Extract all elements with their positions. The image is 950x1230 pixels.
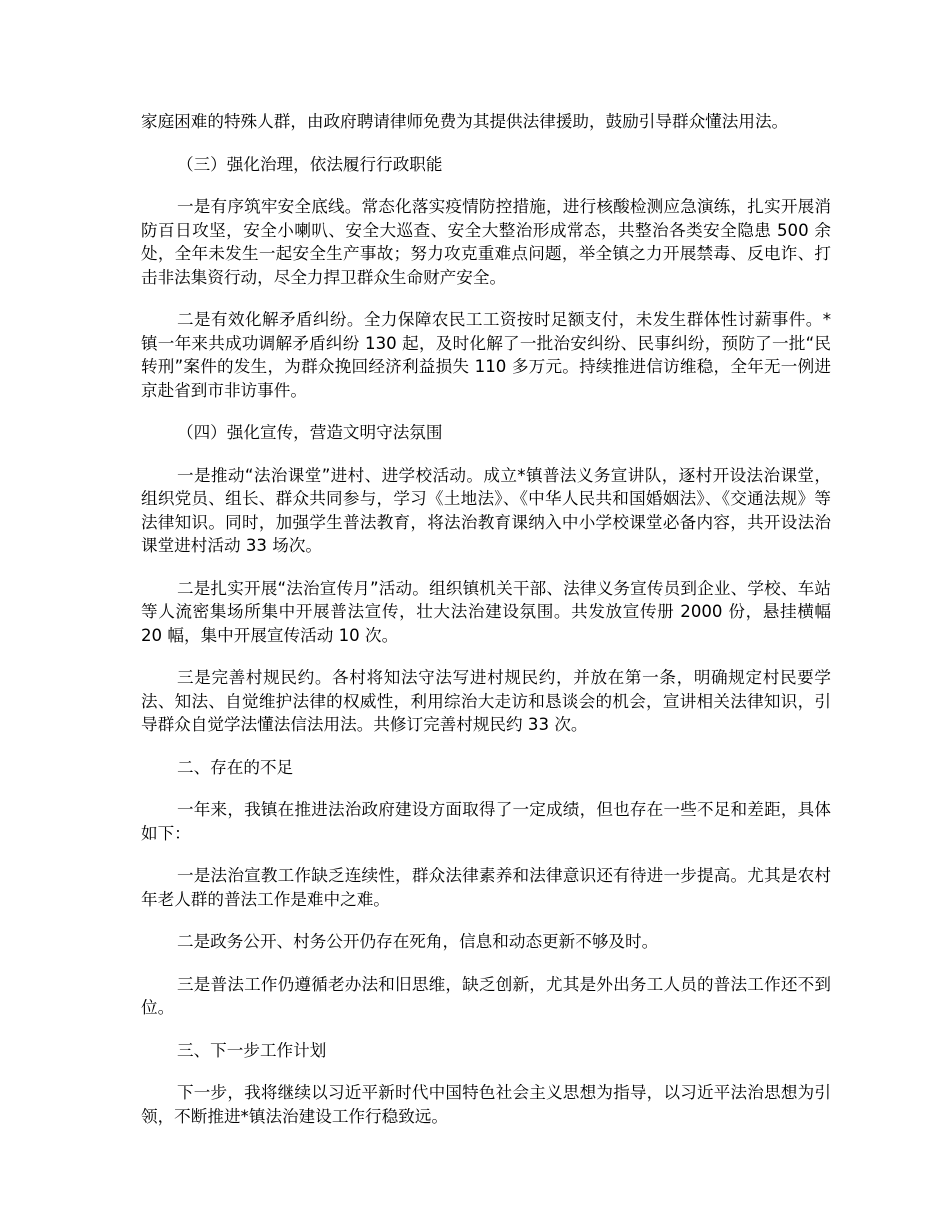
section-heading: （三）强化治理，依法履行行政职能 — [177, 154, 443, 174]
paragraph: 三是完善村规民约。各村将知法守法写进村规民约，并放在第一条，明确规定村民要学法、知法、自觉维护法律的权威性，利用综治大走访和恳谈会的机会，宣讲相关法律知识，引导群众自觉学法懂法信法用法。共修订完善村规民约 33 次。 — [141, 668, 831, 734]
paragraph: 下一步，我将继续以习近平新时代中国特色社会主义思想为指导，以习近平法治思想为引领，不断推进*镇法治建设工作行稳致远。 — [141, 1083, 831, 1126]
paragraph: 一年来，我镇在推进法治政府建设方面取得了一定成绩，但也存在一些不足和差距，具体如下： — [141, 800, 831, 843]
paragraph: 家庭困难的特殊人群，由政府聘请律师免费为其提供法律援助，鼓励引导群众懂法用法。 — [141, 112, 789, 131]
paragraph: 一是推动“法治课堂”进村、进学校活动。成立*镇普法义务宣讲队，逐村开设法治课堂，组织党员、组长、群众共同参与，学习《土地法》、《中华人民共和国婚姻法》、《交通法规》等法律知识。同时，加强学生普法教育，将法治教育课纳入中小学校课堂必备内容，共开设法治课堂进村活动 33 场次。 — [141, 465, 831, 555]
section-heading: 三、下一步工作计划 — [177, 1040, 327, 1060]
document-page — [141, 110, 831, 1147]
section-heading: （四）强化宣传，营造文明守法氛围 — [177, 423, 443, 442]
paragraph: 三是普法工作仍遵循老办法和旧思维，缺乏创新，尤其是外出务工人员的普法工作还不到位。 — [141, 974, 831, 1017]
paragraph: 一是法治宣教工作缺乏连续性，群众法律素养和法律意识还有待进一步提高。尤其是农村年老人群的普法工作是难中之难。 — [141, 866, 831, 909]
paragraph: 一是有序筑牢安全底线。常态化落实疫情防控措施，进行核酸检测应急演练，扎实开展消防百日攻坚，安全小喇叭、安全大巡查、安全大整治形成常态，共整治各类安全隐患 500 余处，全年未发生一起安全生产事故；努力攻克重难点问题，举全镇之力开展禁毒、反电诈、打击非法集资行动，尽全力捍卫群众生命财产安全。 — [141, 197, 831, 287]
paragraph: 二是政务公开、村务公开仍存在死角，信息和动态更新不够及时。 — [177, 932, 659, 951]
section-heading: 二、存在的不足 — [177, 757, 294, 777]
paragraph: 二是扎实开展“法治宣传月”活动。组织镇机关干部、法律义务宣传员到企业、学校、车站等人流密集场所集中开展普法宣传，壮大法治建设氛围。共发放宣传册 2000 份，悬挂横幅 20 幅，集中开展宣传活动 10 次。 — [141, 578, 831, 645]
paragraph: 二是有效化解矛盾纠纷。全力保障农民工工资按时足额支付，未发生群体性讨薪事件。*镇一年来共成功调解矛盾纠纷 130 起，及时化解了一批治安纠纷、民事纠纷，预防了一批“民转刑”案件的发生，为群众挽回经济利益损失 110 多万元。持续推进信访维稳，全年无一例进京赴省到市非访事件。 — [141, 310, 831, 400]
